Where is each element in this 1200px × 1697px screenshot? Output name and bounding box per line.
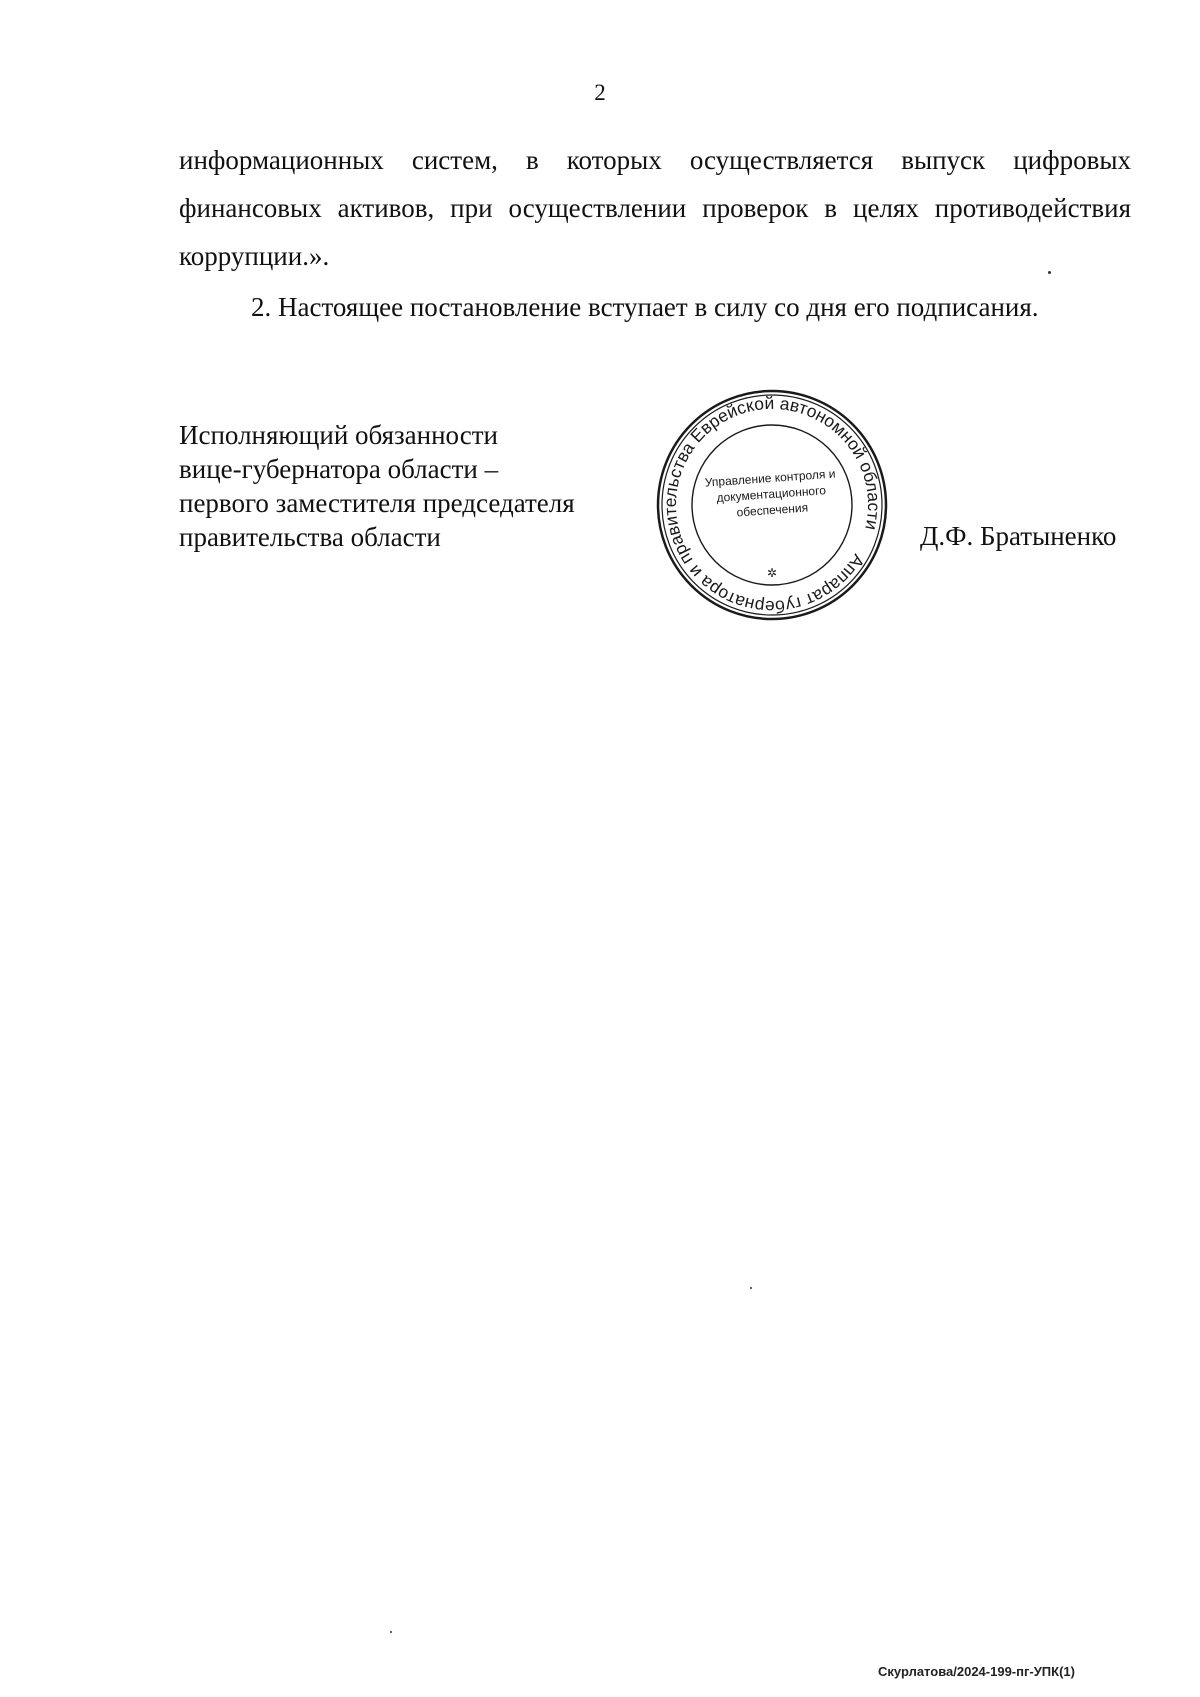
paragraph-continuation: информационных систем, в которых осуществляется выпуск цифровых финансовых активов, при осуществлении проверок в целях противодействия коррупции.». [179,145,1131,271]
stamp-center-line: обеспечения [736,500,809,520]
scan-speck [1048,271,1051,274]
scan-speck [750,1287,752,1289]
signer-position [179,418,619,554]
scan-speck [390,1631,392,1633]
stamp-center-line: документационного [716,483,827,505]
signer-position-line: вице-губернатора области – [179,454,499,484]
document-reference: Скурлатова/2024-199-пг-УПК(1) [878,1664,1075,1679]
signer-position-line: первого заместителя председателя [179,488,575,518]
page-number: 2 [594,80,606,105]
paragraph-effective-date: 2. Настоящее постановление вступает в силу со дня его подписания. [251,292,1039,322]
stamp-ring-text: Аппарат губернатора и правительства Еврейской автономной области [659,392,885,618]
signer-position-line: правительства области [179,522,441,552]
stamp-star: ✲ [766,566,778,580]
signer-position-line: Исполняющий обязанности [179,420,498,450]
stamp-center-line: Управление контроля и [704,466,836,490]
official-stamp [654,387,890,623]
signer-name: Д.Ф. Братыненко [920,521,1117,551]
